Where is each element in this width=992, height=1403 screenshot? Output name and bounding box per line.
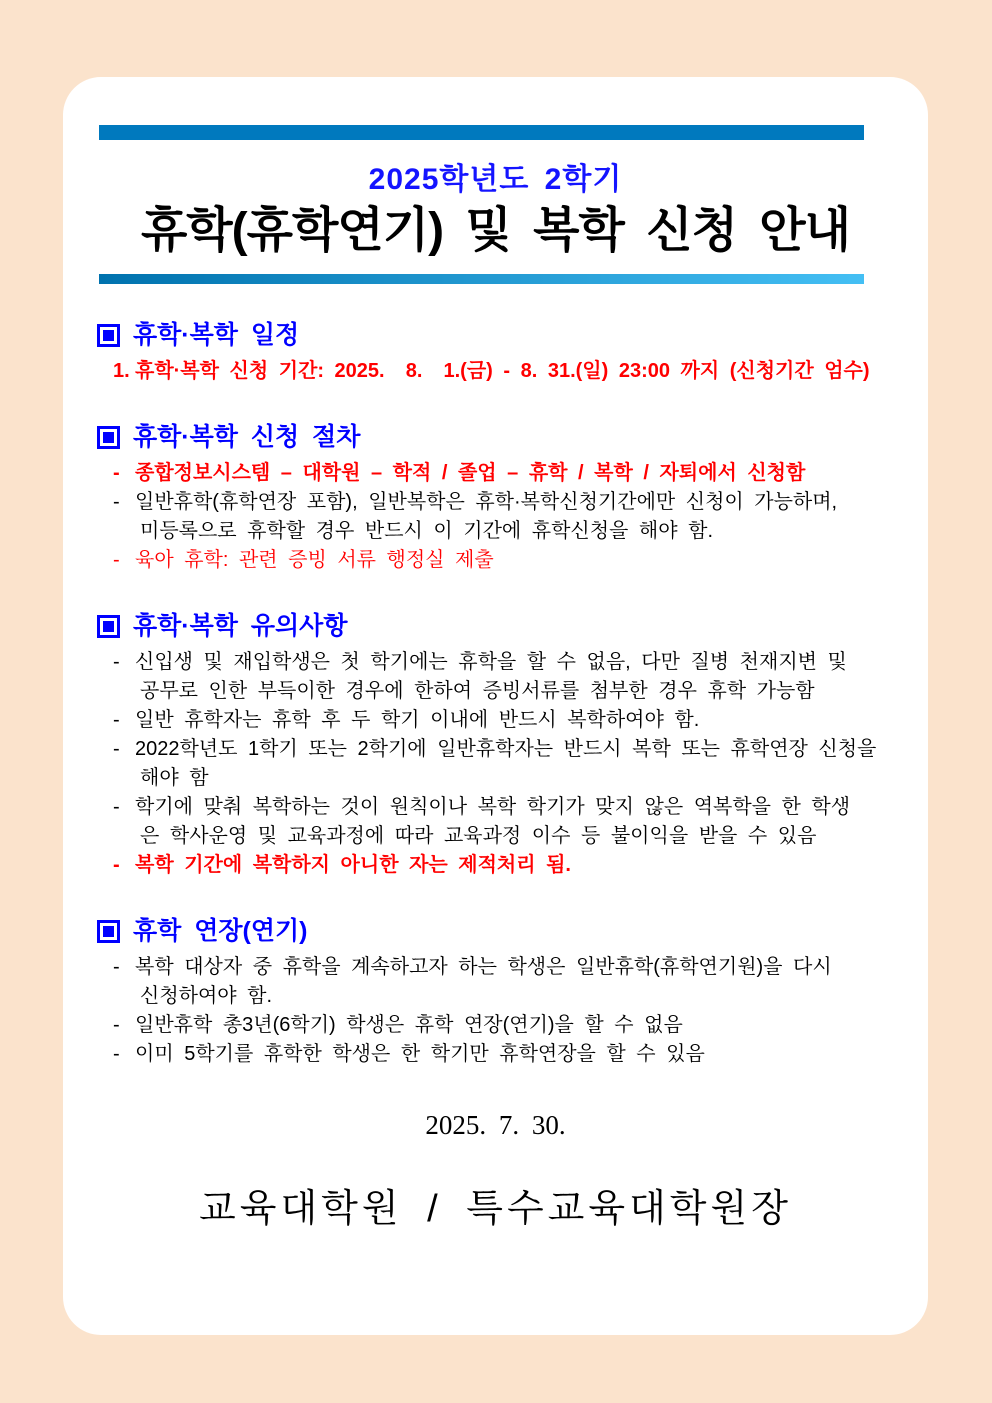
item-marker: - — [113, 709, 120, 731]
item-line: 일반휴학(휴학연장 포함), 일반복학은 휴학·복학신청기간에만 신청이 가능하며, — [135, 491, 838, 513]
notice-item — [97, 488, 888, 546]
item-lines — [135, 648, 888, 706]
item-marker: - — [113, 549, 120, 571]
section-heading-label: 휴학·복학 일정 — [133, 321, 300, 349]
item-lines — [135, 546, 888, 575]
square-bullet-icon — [97, 920, 120, 943]
notice-item — [97, 1011, 888, 1040]
item-marker: - — [113, 651, 120, 673]
section-heading — [97, 610, 888, 642]
item-marker: - — [113, 956, 120, 978]
square-bullet-icon — [97, 615, 120, 638]
top-accent-bar — [99, 125, 864, 140]
item-line: 신입생 및 재입학생은 첫 학기에는 휴학을 할 수 없음, 다만 질병 천재지변 및 — [135, 651, 847, 673]
issuer-signature: 교육대학원 / 특수교육대학원장 — [199, 1188, 792, 1230]
notice-item — [97, 793, 888, 851]
section-heading — [97, 319, 888, 351]
item-lines — [135, 459, 888, 488]
notice-item — [97, 546, 888, 575]
item-lines — [135, 488, 888, 546]
item-line: 해야 함 — [140, 767, 209, 789]
item-line: 복학 기간에 복학하지 아니한 자는 제적처리 됨. — [135, 854, 571, 876]
item-lines — [135, 851, 888, 880]
item-line: 미등록으로 휴학할 경우 반드시 이 기간에 휴학신청을 해야 함. — [140, 520, 714, 542]
item-line: 2022학년도 1학기 또는 2학기에 일반휴학자는 반드시 복학 또는 휴학연장 신청을 — [135, 738, 877, 760]
item-line: 복학 대상자 중 휴학을 계속하고자 하는 학생은 일반휴학(휴학연기원)을 다시 — [135, 956, 832, 978]
section-1 — [97, 319, 888, 386]
section-heading — [97, 421, 888, 453]
notice-item — [97, 706, 888, 735]
notice-item — [97, 735, 888, 793]
square-bullet-icon — [97, 324, 120, 347]
item-line: 종합정보시스템 – 대학원 – 학적 / 졸업 – 휴학 / 복학 / 자퇴에서 신청함 — [135, 462, 806, 484]
notice-item — [97, 357, 888, 386]
notice-title: 휴학(휴학연기) 및 복학 신청 안내 — [140, 204, 851, 257]
sections-container — [63, 319, 928, 1069]
section-2 — [97, 421, 888, 575]
section-3 — [97, 610, 888, 880]
gradient-divider — [99, 274, 864, 284]
item-marker: - — [113, 1043, 120, 1065]
section-heading-label: 휴학·복학 신청 절차 — [133, 423, 361, 451]
item-lines — [135, 793, 888, 851]
item-lines — [135, 1040, 888, 1069]
section-4 — [97, 915, 888, 1069]
item-line: 공무로 인한 부득이한 경우에 한하여 증빙서류를 첨부한 경우 휴학 가능함 — [140, 680, 815, 702]
item-marker: 1. — [113, 360, 130, 382]
item-lines — [135, 953, 888, 1011]
item-line: 육아 휴학: 관련 증빙 서류 행정실 제출 — [135, 549, 494, 571]
semester-subtitle: 2025학년도 2학기 — [368, 163, 623, 196]
item-marker: - — [113, 854, 120, 876]
item-line: 일반 휴학자는 휴학 후 두 학기 이내에 반드시 복학하여야 함. — [135, 709, 700, 731]
item-lines — [135, 357, 888, 386]
section-heading-label: 휴학 연장(연기) — [133, 917, 308, 945]
item-line: 신청하여야 함. — [140, 985, 273, 1007]
notice-item — [97, 851, 888, 880]
item-line: 은 학사운영 및 교육과정에 따라 교육과정 이수 등 불이익을 받을 수 있음 — [140, 825, 817, 847]
item-line: 휴학·복학 신청 기간: 2025. 8. 1.(금) - 8. 31.(일) 23:00 까지 (신청기간 엄수) — [135, 360, 870, 382]
item-marker: - — [113, 796, 120, 818]
item-marker: - — [113, 462, 120, 484]
notice-card — [63, 77, 928, 1335]
item-marker: - — [113, 738, 120, 760]
square-bullet-icon — [97, 426, 120, 449]
item-line: 이미 5학기를 휴학한 학생은 한 학기만 휴학연장을 할 수 있음 — [135, 1043, 705, 1065]
item-marker: - — [113, 1014, 120, 1036]
notice-item — [97, 953, 888, 1011]
notice-date: 2025. 7. 30. — [425, 1110, 566, 1140]
notice-item — [97, 1040, 888, 1069]
item-lines — [135, 735, 888, 793]
notice-item — [97, 648, 888, 706]
item-marker: - — [113, 491, 120, 513]
section-heading-label: 휴학·복학 유의사항 — [133, 612, 348, 640]
notice-item — [97, 459, 888, 488]
section-heading — [97, 915, 888, 947]
item-lines — [135, 1011, 888, 1040]
item-line: 학기에 맞춰 복학하는 것이 원칙이나 복학 학기가 맞지 않은 역복학을 한 학생 — [135, 796, 851, 818]
item-lines — [135, 706, 888, 735]
item-line: 일반휴학 총3년(6학기) 학생은 휴학 연장(연기)을 할 수 없음 — [135, 1014, 683, 1036]
